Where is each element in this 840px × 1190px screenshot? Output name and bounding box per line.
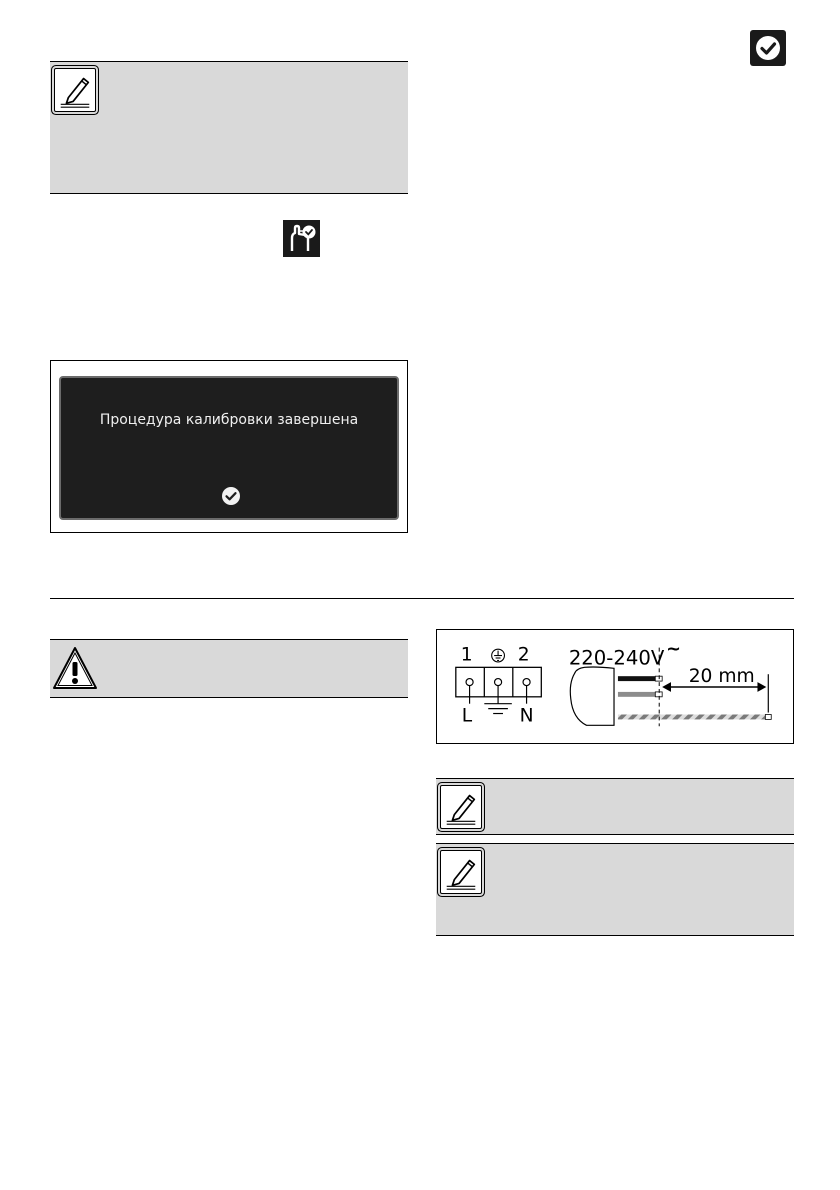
pencil-note-icon [440, 785, 482, 829]
warning-triangle-icon [52, 645, 98, 691]
neutral-label: N [519, 705, 534, 727]
voltage-label: 220-240V [568, 646, 665, 670]
note-box [50, 61, 408, 194]
section-divider [50, 598, 794, 599]
note-box [436, 778, 794, 835]
wiring-diagram [436, 629, 794, 744]
pencil-note-icon [54, 68, 96, 112]
hand-touch-check-icon [283, 220, 320, 257]
live-label: L [461, 705, 473, 727]
warning-box [50, 639, 408, 698]
terminal-2-label: 2 [517, 644, 530, 666]
terminal-1-label: 1 [460, 644, 473, 666]
display-screen [59, 376, 399, 520]
note-box [436, 843, 794, 936]
check-circle-icon [750, 30, 786, 66]
voltage-symbol: ~ [666, 639, 681, 660]
calibration-screen-figure [50, 360, 408, 533]
strip-length-label: 20 mm [688, 666, 755, 688]
pencil-note-icon [440, 850, 482, 894]
confirm-check-icon[interactable] [221, 486, 241, 506]
calibration-complete-message: Процедура калибровки завершена [99, 412, 359, 428]
